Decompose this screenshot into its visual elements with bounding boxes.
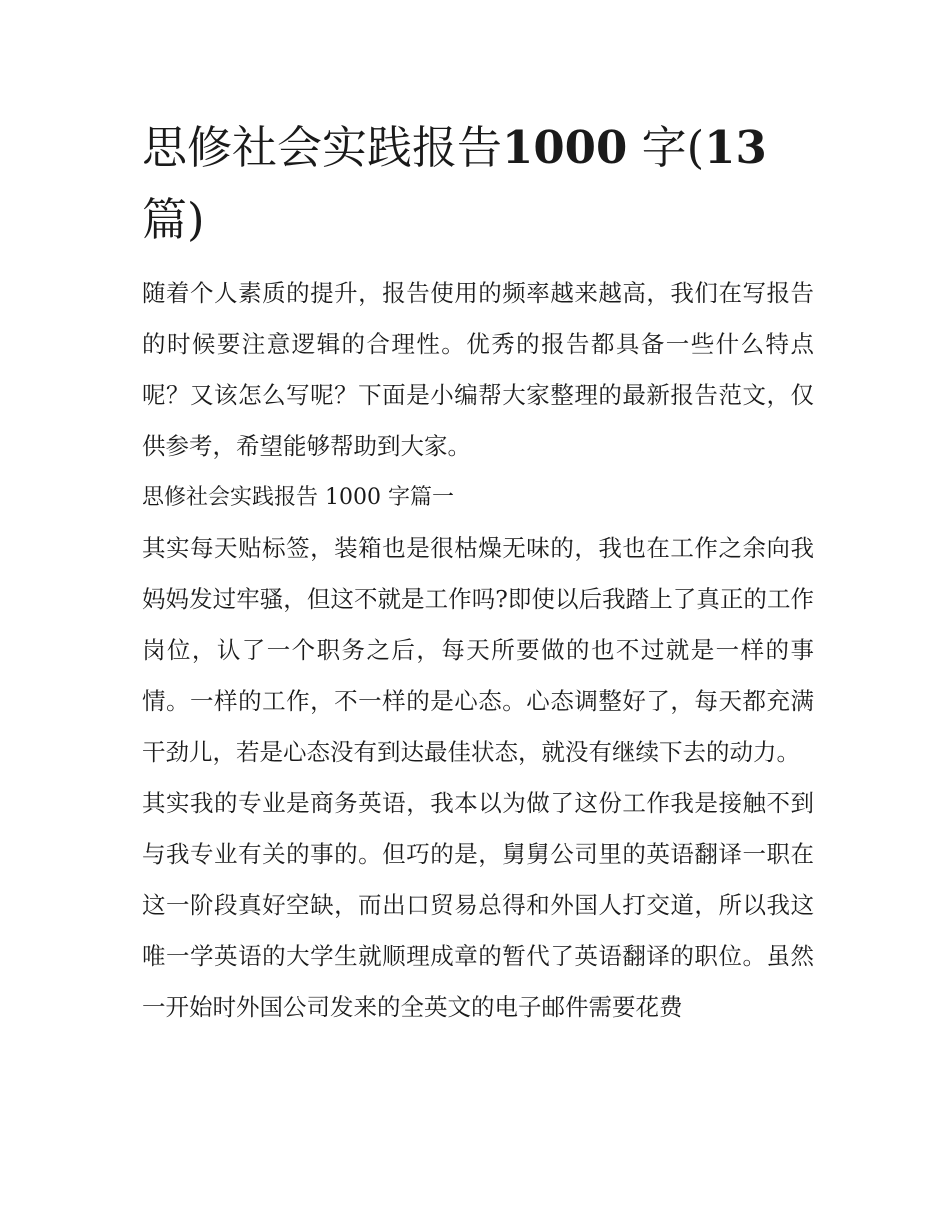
intro-paragraph: 随着个人素质的提升，报告使用的频率越来越高，我们在写报告的时候要注意逻辑的合理性。优秀的报告都具备一些什么特点呢？又该怎么写呢？下面是小编帮大家整理的最新报告范文，仅供参考，希望能够帮助到大家。 [142,279,814,460]
title-suffix: 篇) [142,193,205,246]
document-page [142,112,814,1033]
body-paragraph-1: 其实每天贴标签，装箱也是很枯燥无味的，我也在工作之余向我妈妈发过牢骚，但这不就是工作吗?即使以后我踏上了真正的工作岗位，认了一个职务之后，每天所要做的也不过就是一样的事情。一样的工作，不一样的是心态。心态调整好了，每天都充满干劲儿，若是心态没有到达最佳状态，就没有继续下去的动力。 [142,534,814,766]
title-prefix: 思修社会实践报告 [142,121,503,174]
body-paragraph-2: 其实我的专业是商务英语，我本以为做了这份工作我是接触不到与我专业有关的事的。但巧的是，舅舅公司里的英语翻译一职在这一阶段真好空缺，而出口贸易总得和外国人打交道，所以我这唯一学英语的大学生就顺理成章的暂代了英语翻译的职位。虽然一开始时外国公司发来的全英文的电子邮件需要花费 [142,789,814,1021]
title-number: 1000 [502,121,628,174]
title-mid: 字( [627,121,705,174]
title-count: 13 [704,121,767,174]
section-heading: 思修社会实践报告 1000 字篇一 [142,485,454,510]
document-title [142,112,814,256]
